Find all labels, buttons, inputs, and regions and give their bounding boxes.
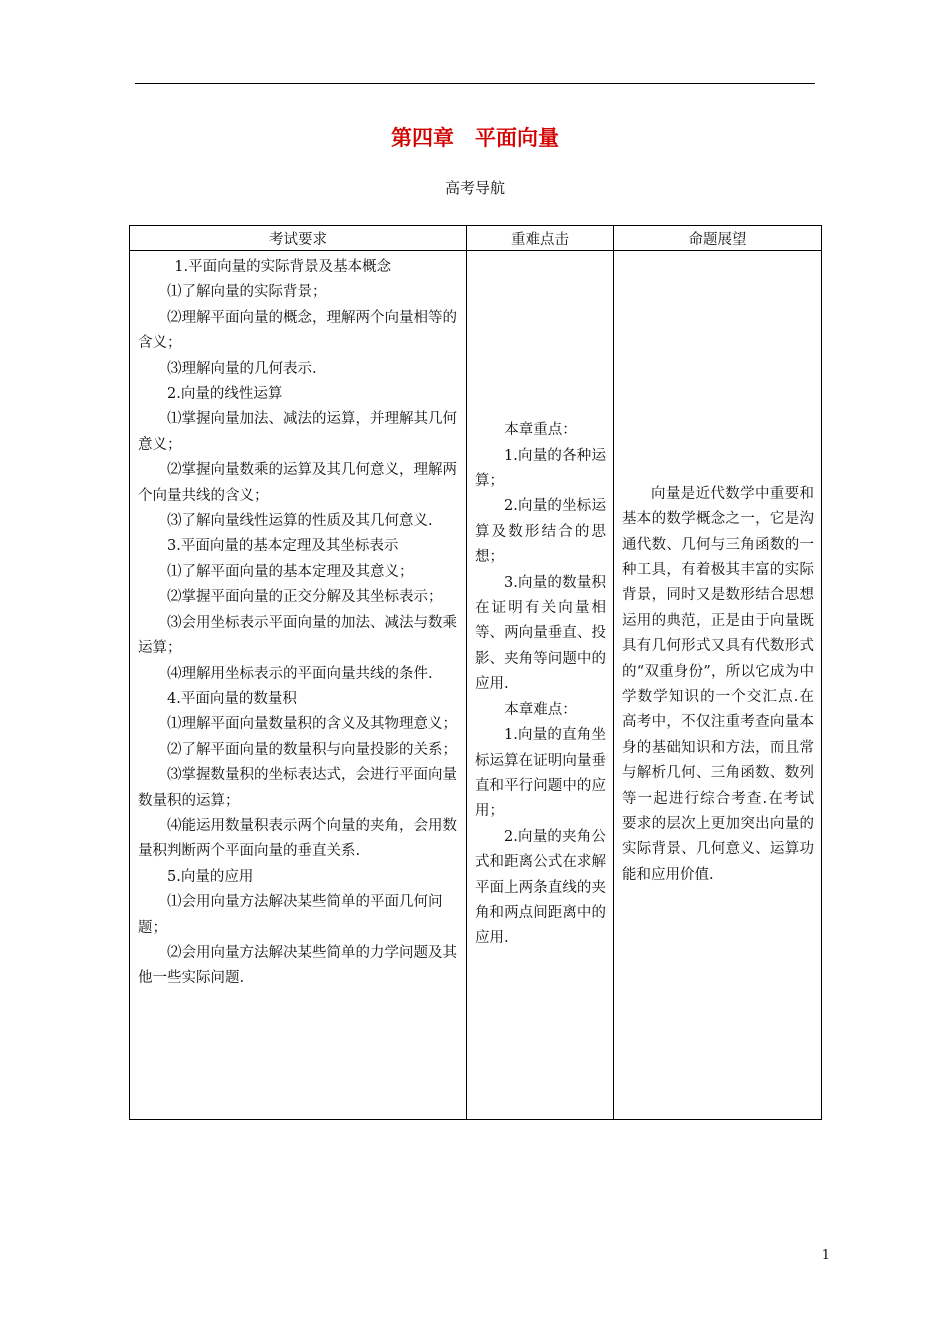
- difficulty-item: 2.向量的夹角公式和距离公式在求解平面上两条直线的夹角和两点间距离中的应用.: [475, 828, 606, 947]
- outlook-text: 向量是近代数学中重要和基本的数学概念之一，它是沟通代数、几何与三角函数的一种工具，有着极其丰富的实际背景，同时又是数形结合思想运用的典范，正是由于向量既具有几何形式又具有代数形式的“双重身份”，所以它成为中学数学知识的一个交汇点.在高考中，不仅注重考查向量本身的基础知识和方法，而且常与解析几何、三角函数、数列等一起进行综合考查.在考试要求的层次上更加突出向量的实际背景、几何意义、运算功能和应用价值.: [622, 485, 814, 883]
- header-rule: [135, 83, 815, 84]
- focus-item: 3.向量的数量积在证明有关向量相等、两向量垂直、投影、夹角等问题中的应用.: [475, 574, 606, 693]
- column-header-requirements: 考试要求: [130, 226, 467, 251]
- requirement-line: ⑴理解平面向量数量积的含义及其物理意义；: [167, 716, 457, 733]
- focus-heading: 本章重点：: [504, 422, 577, 439]
- requirements-cell: [130, 251, 467, 1120]
- requirement-line: ⑴了解平面向量的基本定理及其意义；: [167, 563, 414, 580]
- requirement-line: ⑵掌握向量数乘的运算及其几何意义，理解两个向量共线的含义；: [138, 462, 457, 504]
- requirement-line: ⑵掌握平面向量的正交分解及其坐标表示；: [167, 589, 443, 606]
- requirement-line: 4.平面向量的数量积: [167, 690, 297, 707]
- requirement-line: ⑵会用向量方法解决某些简单的力学问题及其他一些实际问题.: [138, 944, 457, 987]
- column-header-outlook: 命题展望: [614, 226, 822, 251]
- key-points-cell: [467, 251, 614, 1120]
- requirement-line: 2.向量的线性运算: [167, 386, 283, 403]
- requirement-line: 3.平面向量的基本定理及其坐标表示: [167, 538, 399, 555]
- focus-item: 1.向量的各种运算；: [475, 447, 606, 490]
- requirement-line: 5.向量的应用: [167, 868, 254, 885]
- requirement-line: ⑵理解平面向量的概念，理解两个向量相等的含义；: [138, 309, 457, 352]
- column-header-key-points: 重难点击: [467, 226, 614, 251]
- requirement-line: ⑴了解向量的实际背景；: [167, 284, 327, 301]
- requirement-line: ⑶理解向量的几何表示.: [167, 360, 317, 377]
- requirement-line: ⑶了解向量线性运算的性质及其几何意义.: [167, 513, 433, 530]
- requirement-line: ⑶会用坐标表示平面向量的加法、减法与数乘运算；: [138, 614, 457, 657]
- table-header-row: [130, 226, 822, 251]
- exam-guide-table: [129, 225, 822, 1120]
- difficulty-heading: 本章难点：: [504, 701, 577, 718]
- outlook-cell: [614, 251, 822, 1120]
- requirement-line: ⑷能运用数量积表示两个向量的夹角，会用数量积判断两个平面向量的垂直关系.: [138, 817, 457, 860]
- requirement-line: ⑷理解用坐标表示的平面向量共线的条件.: [167, 665, 433, 682]
- requirement-line: ⑴掌握向量加法、减法的运算，并理解其几何意义；: [138, 411, 457, 453]
- table-body-row: [130, 251, 822, 1120]
- chapter-title: 第四章 平面向量: [391, 126, 559, 150]
- requirement-line: ⑴会用向量方法解决某些简单的平面几何问题；: [138, 894, 443, 936]
- requirement-line: ⑶掌握数量积的坐标表达式，会进行平面向量数量积的运算；: [138, 767, 457, 809]
- difficulty-item: 1.向量的直角坐标运算在证明向量垂直和平行问题中的应用；: [475, 727, 606, 820]
- requirement-line: ⑵了解平面向量的数量积与向量投影的关系；: [167, 741, 457, 758]
- requirement-line: 1.平面向量的实际背景及基本概念: [174, 259, 392, 275]
- section-subtitle: 高考导航: [444, 179, 505, 197]
- focus-item: 2.向量的坐标运算及数形结合的思想；: [475, 498, 606, 566]
- page-number: 1: [821, 1248, 830, 1263]
